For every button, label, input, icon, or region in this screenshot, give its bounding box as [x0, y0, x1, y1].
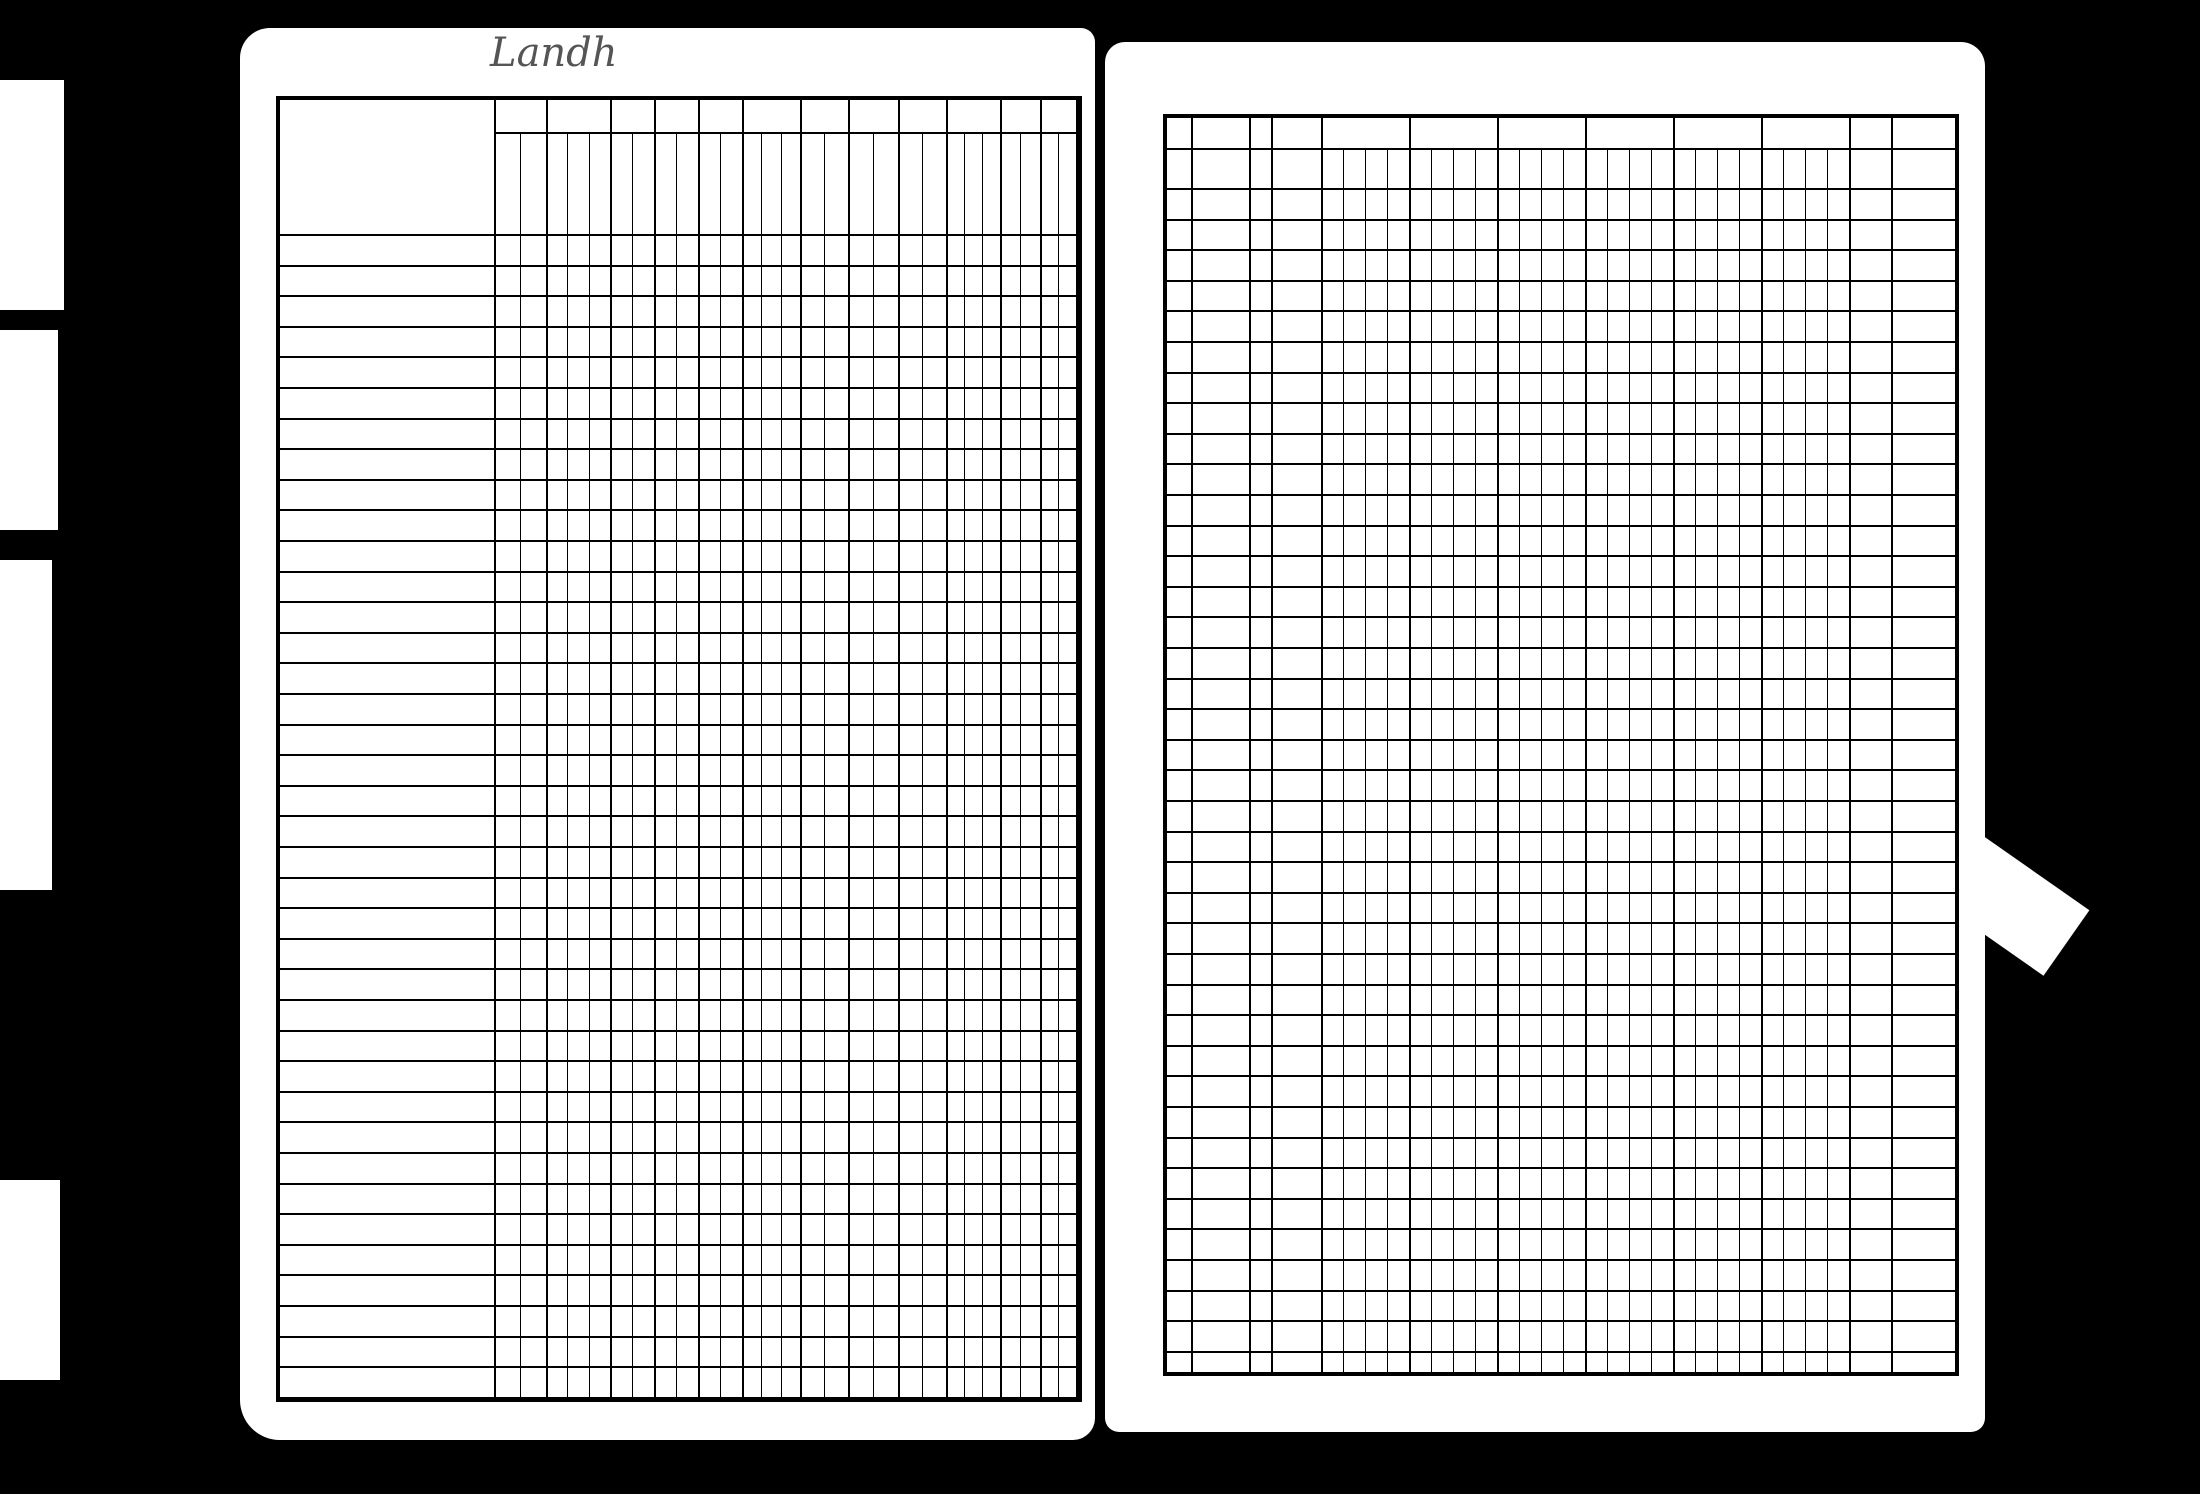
subcolumn-divider [1431, 148, 1432, 1372]
subcolumn-divider [1058, 134, 1059, 1398]
dates-register-table [1163, 114, 1959, 1376]
column-divider [1191, 118, 1193, 1372]
subcolumn-divider [1805, 148, 1806, 1372]
row-line [1167, 708, 1955, 710]
row-line [280, 295, 1078, 297]
fraction-top [1787, 373, 1809, 374]
row-line [280, 968, 1078, 970]
fraction-top [1611, 373, 1633, 374]
row-line [1167, 1137, 1955, 1139]
row-line [280, 1030, 1078, 1032]
page-scrawl: Landh [490, 30, 618, 76]
row-line [1167, 280, 1955, 282]
year-header [1321, 118, 1409, 148]
column-subheader [494, 134, 546, 234]
column-subheader [610, 134, 654, 234]
row-line [280, 265, 1078, 267]
fraction-top [1864, 373, 1886, 374]
row-line [1167, 463, 1955, 465]
row-line [1167, 1075, 1955, 1077]
attendance-fraction [1611, 189, 1633, 190]
row-line [1167, 1320, 1955, 1322]
subcolumn-divider [676, 134, 677, 1398]
column-subheader [1000, 134, 1040, 234]
row-line [280, 509, 1078, 511]
obiit-day-header [1249, 150, 1271, 180]
attendance-fraction [1699, 373, 1721, 374]
row-line [280, 1397, 1078, 1399]
subcolumn-divider [982, 134, 983, 1398]
row-line [280, 540, 1078, 542]
fraction-top [1699, 189, 1721, 190]
subcolumn-divider [1629, 148, 1630, 1372]
row-line [1167, 678, 1955, 680]
fraction-top [1347, 373, 1369, 374]
attendance-fraction [1787, 373, 1809, 374]
subheader-group [800, 134, 848, 137]
attendance-fraction [1864, 373, 1886, 374]
subcolumn-divider [761, 134, 762, 1398]
fraction-top [1699, 373, 1721, 374]
column-subheader [848, 134, 898, 234]
row-line [1167, 433, 1955, 435]
subcolumn-divider [1475, 148, 1476, 1372]
column-divider [1497, 118, 1499, 1372]
attendance-fraction [1864, 189, 1886, 190]
attendance-fraction [1523, 373, 1545, 374]
fraction-top [1864, 189, 1886, 190]
attendance-fraction [1523, 189, 1545, 190]
row-line [1167, 525, 1955, 527]
row-line [1167, 616, 1955, 618]
subcolumn-divider [1695, 148, 1696, 1372]
paper-scrap [0, 330, 58, 530]
row-line [1167, 1014, 1955, 1016]
column-header [546, 100, 610, 132]
row-line [280, 1213, 1078, 1215]
row-line [280, 877, 1078, 879]
left-page [240, 28, 1095, 1440]
fraction-top [1523, 373, 1545, 374]
fraction-top [1435, 373, 1457, 374]
subheader-group [610, 134, 654, 137]
row-line [280, 1274, 1078, 1276]
natus-day-header [1167, 150, 1191, 180]
row-line [1167, 586, 1955, 588]
row-line [1167, 647, 1955, 649]
row-line [280, 601, 1078, 603]
row-line [280, 356, 1078, 358]
right-page [1105, 42, 1985, 1432]
row-line [280, 815, 1078, 817]
paper-scrap [0, 80, 64, 310]
row-line [1167, 341, 1955, 343]
column-divider [1409, 118, 1411, 1372]
header-bottom [280, 234, 1078, 236]
subheader-group [1000, 134, 1040, 137]
accessit-header [1849, 118, 1891, 148]
subcolumn-divider [1739, 148, 1740, 1372]
row-line [1167, 372, 1955, 374]
subcolumn-divider [1365, 148, 1366, 1372]
subheader-group [654, 134, 698, 137]
row-line [1167, 402, 1955, 404]
row-line [280, 571, 1078, 573]
row-line [280, 1152, 1078, 1154]
row-line [1167, 1167, 1955, 1169]
column-header [654, 100, 698, 132]
column-header [898, 100, 946, 132]
year-header [1761, 118, 1849, 148]
column-subheader [546, 134, 610, 234]
column-subheader [800, 134, 848, 234]
row-line [1167, 769, 1955, 771]
subcolumn-divider [632, 134, 633, 1398]
row-line [1167, 984, 1955, 986]
fraction-top [1347, 189, 1369, 190]
row-line [1167, 800, 1955, 802]
subheader-group [698, 134, 742, 137]
fraction-top [1787, 189, 1809, 190]
column-divider [1673, 118, 1675, 1372]
attendance-fraction [1435, 373, 1457, 374]
row-line [1167, 494, 1955, 496]
natus-year-header [1191, 150, 1249, 180]
subcolumn-divider [1020, 134, 1021, 1398]
header-bottom [1167, 188, 1955, 190]
column-subheader [742, 134, 800, 234]
subcolumn-divider [1453, 148, 1454, 1372]
row-line [1167, 953, 1955, 955]
attendance-fraction [1699, 189, 1721, 190]
row-line [280, 846, 1078, 848]
column-subheader [654, 134, 698, 234]
subcolumn-divider [781, 134, 782, 1398]
fraction-top [1523, 189, 1545, 190]
subheader-group [848, 134, 898, 137]
row-line [280, 418, 1078, 420]
row-line [1167, 831, 1955, 833]
fraction-top [1435, 189, 1457, 190]
subheader-group [898, 134, 946, 137]
abit-header [1891, 118, 1935, 148]
subcolumn-divider [1519, 148, 1520, 1372]
subcolumn-divider [520, 134, 521, 1398]
subcolumn-divider [1827, 148, 1828, 1372]
row-line [1167, 1259, 1955, 1261]
column-header [494, 100, 546, 132]
column-header [946, 100, 1000, 132]
subcolumn-divider [589, 134, 590, 1398]
year-header [1409, 118, 1497, 148]
obiit-header [1249, 118, 1321, 148]
row-line [280, 662, 1078, 664]
row-line [280, 693, 1078, 695]
column-header [698, 100, 742, 132]
row-line [280, 632, 1078, 634]
subcolumn-divider [1387, 148, 1388, 1372]
column-subheader [898, 134, 946, 234]
subcolumn-divider [567, 134, 568, 1398]
row-line [280, 1336, 1078, 1338]
subcolumn-divider [964, 134, 965, 1398]
subheader-group [494, 134, 546, 137]
subcolumn-divider [922, 134, 923, 1398]
row-line [280, 724, 1078, 726]
attendance-fraction [1347, 189, 1369, 190]
row-line [280, 785, 1078, 787]
row-line [280, 999, 1078, 1001]
row-line [1167, 1198, 1955, 1200]
row-line [280, 448, 1078, 450]
row-line [280, 754, 1078, 756]
subcolumn-divider [1541, 148, 1542, 1372]
subcolumn-divider [824, 134, 825, 1398]
row-line [1167, 892, 1955, 894]
row-line [1167, 1290, 1955, 1292]
subcolumn-divider [873, 134, 874, 1398]
row-line [280, 479, 1078, 481]
paper-scrap [0, 1180, 60, 1380]
column-divider [1761, 118, 1763, 1372]
row-line [280, 1060, 1078, 1062]
column-header [1000, 100, 1040, 132]
column-header [848, 100, 898, 132]
subcolumn-divider [1343, 148, 1344, 1372]
subcolumn-divider [1607, 148, 1608, 1372]
row-line [280, 1183, 1078, 1185]
paper-scrap [0, 560, 52, 890]
row-line [1167, 1228, 1955, 1230]
subcolumn-divider [1563, 148, 1564, 1372]
row-line [280, 907, 1078, 909]
row-line [1167, 219, 1955, 221]
column-subheader [946, 134, 1000, 234]
column-divider [1271, 118, 1273, 1372]
column-subheader [1040, 134, 1076, 234]
row-line [280, 1366, 1078, 1368]
row-line [1167, 1351, 1955, 1353]
year-header [1497, 118, 1585, 148]
catechism-register-table [276, 96, 1082, 1402]
row-line [1167, 249, 1955, 251]
row-line [1167, 310, 1955, 312]
row-line [280, 1244, 1078, 1246]
column-divider [1849, 118, 1851, 1372]
row-line [280, 326, 1078, 328]
row-line [1167, 555, 1955, 557]
natus-header [1167, 118, 1249, 148]
row-line [280, 1305, 1078, 1307]
row-line [1167, 1045, 1955, 1047]
row-line [1167, 1106, 1955, 1108]
subheader-group [946, 134, 1000, 137]
subheader-group [546, 134, 610, 137]
attendance-fraction [1611, 373, 1633, 374]
subcolumn-divider [720, 134, 721, 1398]
column-divider [1249, 118, 1251, 1372]
row-line [1167, 739, 1955, 741]
attendance-fraction [1347, 373, 1369, 374]
column-header [610, 100, 654, 132]
attendance-fraction [1787, 189, 1809, 190]
subcolumn-divider [1717, 148, 1718, 1372]
column-divider [1321, 118, 1323, 1372]
subheader-group [742, 134, 800, 137]
column-header [1040, 100, 1076, 132]
row-line [280, 1091, 1078, 1093]
column-divider [1585, 118, 1587, 1372]
year-header [1673, 118, 1761, 148]
column-header [800, 100, 848, 132]
subcolumn-divider [1651, 148, 1652, 1372]
attendance-fraction [1435, 189, 1457, 190]
column-header [742, 100, 800, 132]
row-line [1167, 861, 1955, 863]
column-subheader [698, 134, 742, 234]
row-line [280, 1121, 1078, 1123]
row-line [280, 938, 1078, 940]
row-line [1167, 922, 1955, 924]
row-line [280, 387, 1078, 389]
subheader-group [1040, 134, 1076, 137]
fraction-top [1611, 189, 1633, 190]
column-divider [1891, 118, 1893, 1372]
obiit-year-header [1271, 150, 1321, 180]
subcolumn-divider [1783, 148, 1784, 1372]
year-header [1585, 118, 1673, 148]
